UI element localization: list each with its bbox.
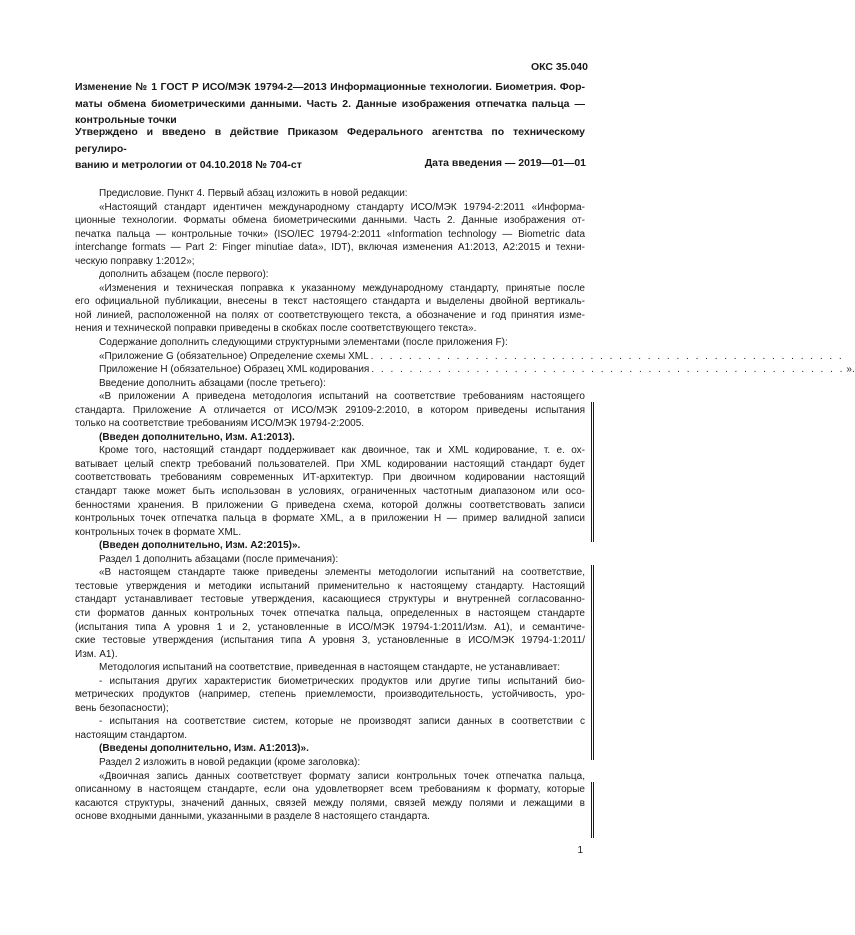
text-line: Изм. А1).: [75, 648, 118, 660]
text-line: контрольных точек в формате XML.: [75, 526, 242, 538]
text-line: стандарт также может быть использован в условиях, ограниченных частотным диапазоном или осо-: [75, 486, 585, 498]
amendment-note: (Введены дополнительно, Изм. А1:2013)».: [99, 743, 309, 755]
title-line: Изменение № 1 ГОСТ Р ИСО/МЭК 19794-2—2013 Информационные технологии. Биометрия. Фор-: [75, 81, 585, 93]
title-line: контрольные точки: [75, 114, 177, 127]
effective-date: Дата введения — 2019—01—01: [424, 157, 586, 169]
text-line: основе входными данными, указанными в разделе 8 настоящего стандарта.: [75, 811, 430, 823]
text-line: тестовые утверждения и методики испытаний применительно к настоящему стандарту. Настоящий: [75, 580, 585, 592]
text-line: его официальной публикации, внесены в текст настоящего стандарта и выделены двойной вертикаль-: [75, 296, 585, 308]
toc-leader-dots: . . . . . . . . . . . . . . . . . . . . . . . . . . . . . . . . . . . . . . . . . . . . . . . . . .: [370, 350, 844, 362]
toc-leader-dots: . . . . . . . . . . . . . . . . . . . . . . . . . . . . . . . . . . . . . . . . . . . . . . . . . .: [371, 364, 845, 376]
approval-line: Утверждено и введено в действие Приказом Федерального агентства по техническому регулиро-: [75, 126, 585, 155]
page-number: 1: [577, 845, 583, 856]
okc-code: ОКС 35.040: [530, 61, 588, 73]
text-line: вень безопасности);: [75, 702, 169, 714]
text-line: «Двоичная запись данных соответствует формату записи контрольных точек отпечатка пальца,: [99, 770, 585, 782]
change-marker-bar: [591, 565, 594, 760]
text-line: описанному в настоящем стандарте, если она удовлетворяет всем требованиям к формату, которые: [75, 784, 585, 796]
text-line: ционные технологии. Форматы обмена биометрическими данными. Часть 2. Данные изображения от-: [75, 215, 585, 227]
text-line: Предисловие. Пункт 4. Первый абзац изложить в новой редакции:: [99, 188, 408, 199]
amendment-title: [75, 79, 585, 129]
text-line: Введение дополнить абзацами (после третьего):: [99, 377, 326, 389]
text-line: ские тестовые утверждения (испытания типа А уровня 3, установленные в ИСО/МЭК 19794-1:2011/: [75, 635, 585, 647]
amendment-note: (Введен дополнительно, Изм. А2:2015)».: [99, 540, 301, 552]
text-line: контрольных точек отпечатка пальца в формате XML, а в приложении H — пример валидной записи: [75, 513, 585, 525]
text-line: «В приложении А приведена методология испытаний на соответствие требованиям настоящего: [99, 391, 585, 403]
text-line: печатка пальца — контрольные точки» (ISO/IEC 19794-2:2011 «Information technology — Biometric data: [75, 228, 585, 240]
text-line: - испытания на соответствие систем, которые не производят записи данных в соответствии с: [99, 716, 585, 728]
text-line: ватывает целый спектр требований пользователей. При XML кодировании настоящий стандарт будет: [75, 458, 585, 470]
change-marker-bar: [591, 402, 594, 542]
text-line: соответствовать требованиям современных ИТ-архитектур. При двоичном кодировании настоящий: [75, 472, 585, 484]
toc-entry-h: [75, 363, 855, 377]
toc-entry-label: Приложение H (обязательное) Образец XML кодирования: [99, 364, 370, 376]
text-line: ной линией, расположенной на полях от соответствующего текста, а обозначение и год принятия изме-: [75, 309, 585, 321]
toc-entry-label: «Приложение G (обязательное) Определение схемы XML: [99, 350, 369, 362]
text-line: (испытания типа А уровня 1 и 2, установленные в ИСО/МЭК 19794-1:2011/Изм. А1), и семантиче-: [75, 621, 585, 633]
toc-entry-end: ».: [846, 364, 855, 376]
text-line: «Изменения и техническая поправка к указанному международному стандарту, принятые после: [99, 282, 585, 294]
text-line: «Настоящий стандарт идентичен международному стандарту ИСО/МЭК 19794-2:2011 «Информа-: [99, 201, 585, 213]
text-line: нения и технической поправки приведены в скобках после соответствующего текста».: [75, 323, 477, 335]
text-line: Раздел 2 изложить в новой редакции (кроме заголовка):: [99, 756, 361, 768]
approval-line: ванию и метрологии от 04.10.2018 № 704-ст: [75, 159, 302, 172]
text-line: Кроме того, настоящий стандарт поддерживает как двоичное, так и XML кодирование, т. е. ох-: [99, 445, 585, 457]
text-line: interchange formats — Part 2: Finger minutiae data», IDT), включая изменения А1:2013, А2:2015 и техни-: [75, 242, 585, 254]
text-line: дополнить абзацем (после первого):: [99, 269, 269, 281]
text-line: метрических продуктов (например, степень приемлемости, производительность, устойчивость, уро-: [75, 689, 585, 701]
change-marker-bar: [591, 782, 594, 838]
body-text: [75, 187, 855, 824]
text-line: - испытания других характеристик биометрических продуктов или другие типы испытаний био-: [99, 675, 585, 687]
text-line: стандарт устанавливает тестовые утверждения, касающиеся структуры и внутренней согласованно-: [75, 594, 585, 606]
text-line: Раздел 1 дополнить абзацами (после примечания):: [99, 553, 339, 565]
amendment-note: (Введен дополнительно, Изм. А1:2013).: [99, 431, 295, 443]
text-line: ческую поправку 1:2012»;: [75, 255, 195, 267]
text-line: «В настоящем стандарте также приведены элементы методологии испытаний на соответствие,: [99, 567, 585, 579]
text-line: Методология испытаний на соответствие, приведенная в настоящем стандарте, не устанавливает:: [99, 662, 561, 674]
text-line: стандарта. Приложение А отличается от ИСО/МЭК 29109-2:2010, в котором приведены испытания: [75, 404, 585, 416]
text-line: бенностями хранения. В приложении G приведена схема, которой должны соответствовать записи: [75, 499, 585, 511]
text-line: сти форматов данных контрольных точек отпечатка пальца, определенных в настоящем стандарте: [75, 607, 585, 619]
text-line: касаются структуры, значений данных, связей между полями, связей между полями и лежащими в: [75, 797, 585, 809]
text-line: только на соответствие требованиям ИСО/МЭК 19794-2:2005.: [75, 418, 365, 430]
toc-entry-g: [75, 350, 844, 364]
text-line: Содержание дополнить следующими структурными элементами (после приложения F):: [99, 337, 508, 349]
text-line: настоящим стандартом.: [75, 729, 187, 741]
title-line: маты обмена биометрическими данными. Часть 2. Данные изображения отпечатка пальца —: [75, 97, 585, 110]
